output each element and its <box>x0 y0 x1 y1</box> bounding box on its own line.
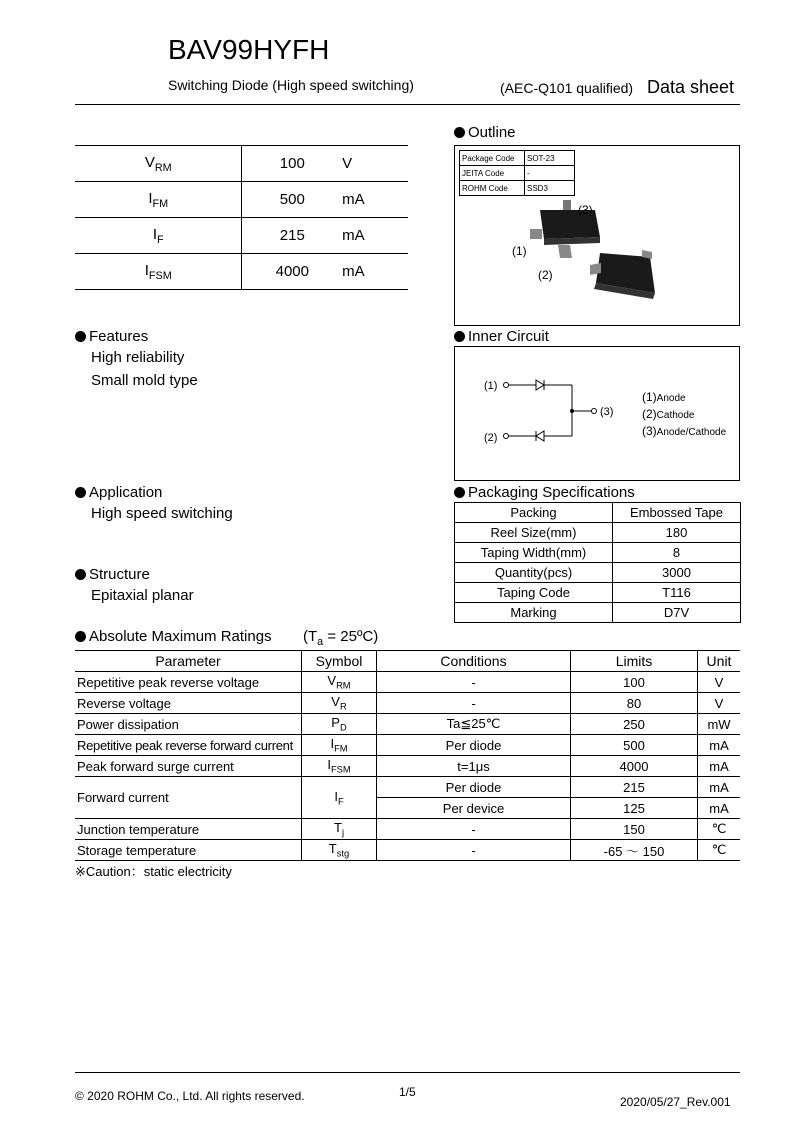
absolute-max-ratings-table <box>75 650 740 861</box>
table-row: JEITA Code - <box>460 166 575 181</box>
inner-circuit-heading: Inner Circuit <box>454 328 549 345</box>
circuit-pin-3-label: (3) <box>600 406 614 418</box>
features-heading: Features <box>75 328 148 345</box>
table-row: Repetitive peak reverse forward current $I_{FM}$ Per diode 500 mA <box>75 735 740 756</box>
table-row: ROHM Code SSD3 <box>460 181 575 196</box>
table-row: Taping Width(mm) 8 <box>455 543 741 563</box>
revision: 2020/05/27_Rev.001 <box>620 1095 731 1109</box>
package-code-table <box>459 150 575 196</box>
inner-circuit-diagram <box>500 375 605 445</box>
table-row: Per device 125 mA <box>75 798 740 819</box>
packaging-table <box>454 502 741 623</box>
table-row: Peak forward surge current $I_{FSM}$ t=1μs 4000 mA <box>75 756 740 777</box>
table-row: $I_{FSM}$ 4000 mA <box>75 254 408 290</box>
feature-item: High reliability <box>91 349 185 366</box>
bullet-icon <box>454 127 465 138</box>
table-row: Marking D7V <box>455 603 741 623</box>
table-row: Package Code SOT-23 <box>460 151 575 166</box>
table-row: Reverse voltage $V_R$ - 80 V <box>75 693 740 714</box>
bullet-icon <box>75 569 86 580</box>
outline-pin-2-label: (2) <box>538 268 553 282</box>
doc-type: Data sheet <box>647 77 735 97</box>
pin-legend <box>642 389 726 440</box>
circuit-pin-2-label: (2) <box>484 432 498 444</box>
table-row: Storage temperature $T_{stg}$ - -65 ～ 150 ℃ <box>75 840 740 861</box>
circuit-pin-1-label: (1) <box>484 380 498 392</box>
table-row: Forward current $I_F$ Per diode 215 mA <box>75 777 740 798</box>
ratings-condition: ($T_a$ = 25ºC) <box>303 628 379 648</box>
footer-rule <box>75 1072 740 1073</box>
outline-pin-3-label: (3) <box>578 203 593 217</box>
bullet-icon <box>454 487 465 498</box>
header-rule <box>75 104 740 105</box>
doc-title: BAV99HYFH <box>168 34 330 65</box>
structure-item: Epitaxial planar <box>91 587 194 604</box>
feature-item: Small mold type <box>91 372 198 389</box>
bullet-icon <box>454 331 465 342</box>
table-row: Taping Code T116 <box>455 583 741 603</box>
legend-item: (3)Anode/Cathode <box>642 424 727 438</box>
table-row: Quantity(pcs) 3000 <box>455 563 741 583</box>
table-row: $I_F$ 215 mA <box>75 218 408 254</box>
application-item: High speed switching <box>91 505 233 522</box>
outline-heading: Outline <box>454 124 516 141</box>
application-heading: Application <box>75 484 162 501</box>
qualification: (AEC-Q101 qualified) <box>500 80 634 96</box>
legend-item: (1)Anode <box>642 390 686 404</box>
table-header-row: Parameter Symbol Conditions Limits Unit <box>75 651 740 672</box>
packaging-heading: Packaging Specifications <box>454 484 635 501</box>
legend-item: (2)Cathode <box>642 407 695 421</box>
key-spec-table <box>75 145 408 290</box>
doc-subtitle: Switching Diode (High speed switching) <box>168 77 414 93</box>
caution-note: ※Caution：static electricity <box>75 864 232 879</box>
copyright: © 2020 ROHM Co., Ltd. All rights reserved. <box>75 1089 305 1103</box>
table-row: Junction temperature $T_j$ - 150 ℃ <box>75 819 740 840</box>
page-number: 1/5 <box>399 1085 416 1099</box>
table-row: Repetitive peak reverse voltage $V_{RM}$ - 100 V <box>75 672 740 693</box>
bullet-icon <box>75 331 86 342</box>
bullet-icon <box>75 631 86 642</box>
table-row: $I_{FM}$ 500 mA <box>75 182 408 218</box>
structure-heading: Structure <box>75 566 150 583</box>
table-row: Reel Size(mm) 180 <box>455 523 741 543</box>
table-row: Power dissipation $P_D$ Ta≦25℃ 250 mW <box>75 714 740 735</box>
table-row: Packing Embossed Tape <box>455 503 741 523</box>
table-row: $V_{RM}$ 100 V <box>75 146 408 182</box>
bullet-icon <box>75 487 86 498</box>
outline-pin-1-label: (1) <box>512 244 527 258</box>
ratings-heading: Absolute Maximum Ratings <box>75 628 272 645</box>
